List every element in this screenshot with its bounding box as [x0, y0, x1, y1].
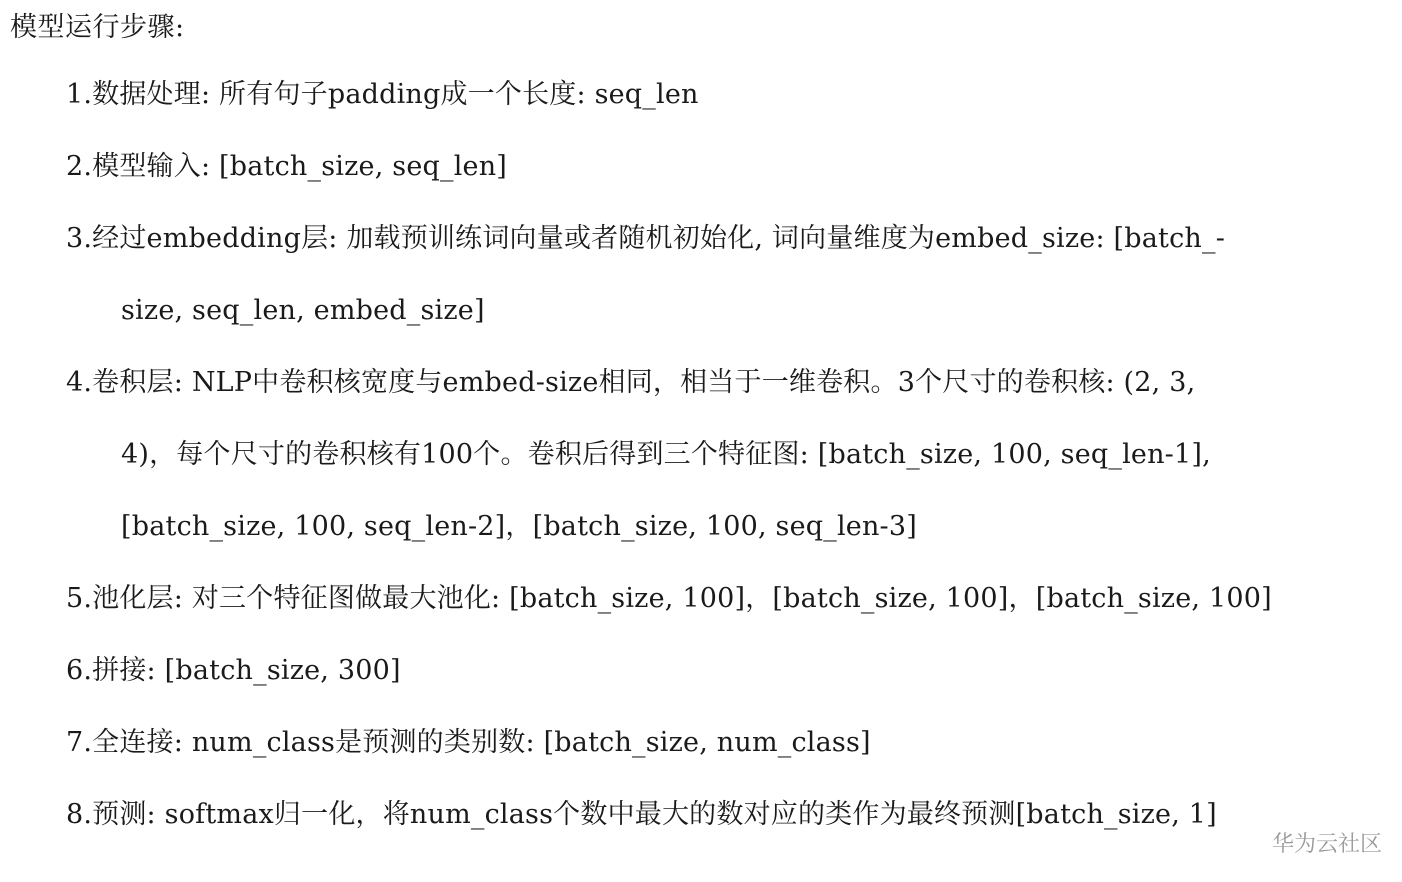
step-7-line-1: 7.全连接: num_class是预测的类别数: [batch_size, num_class] [66, 727, 871, 758]
step-4-line-2: 4)，每个尺寸的卷积核有100个。卷积后得到三个特征图: [batch_size, 100, seq_len-1], [121, 439, 1211, 470]
step-1-line-1: 1.数据处理: 所有句子padding成一个长度: seq_len [66, 79, 699, 110]
watermark-text: 华为云社区 [1271, 832, 1382, 857]
step-8-line-1: 8.预测: softmax归一化，将num_class个数中最大的数对应的类作为最终预测[batch_size, 1] [66, 799, 1217, 830]
step-3-line-2: size, seq_len, embed_size] [121, 295, 485, 326]
step-4-line-3: [batch_size, 100, seq_len-2]，[batch_size, 100, seq_len-3] [121, 511, 917, 542]
section-heading: 模型运行步骤: [10, 12, 185, 43]
step-3-line-1: 3.经过embedding层: 加载预训练词向量或者随机初始化, 词向量维度为embed_size: [batch_- [66, 223, 1226, 254]
step-2-line-1: 2.模型输入: [batch_size, seq_len] [66, 151, 508, 182]
step-4-line-1: 4.卷积层: NLP中卷积核宽度与embed-size相同，相当于一维卷积。3个尺寸的卷积核: (2, 3, [66, 367, 1196, 398]
step-5-line-1: 5.池化层: 对三个特征图做最大池化: [batch_size, 100]，[batch_size, 100]，[batch_size, 100] [66, 583, 1272, 614]
step-6-line-1: 6.拼接: [batch_size, 300] [66, 655, 401, 686]
